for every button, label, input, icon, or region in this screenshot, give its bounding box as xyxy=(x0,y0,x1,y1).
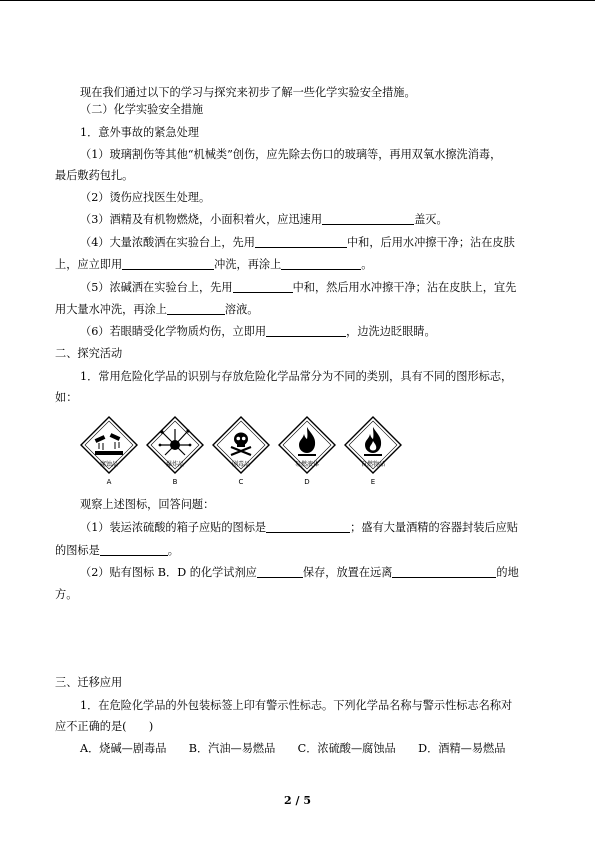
emergency-title: 1．意外事故的紧急处理 xyxy=(80,126,199,139)
item3: （3）酒精及有机物燃烧，小面积着火，应迅速用 盖灭。 xyxy=(80,213,448,226)
blank-4b[interactable] xyxy=(122,258,214,270)
question2-line1: （2）贴有图标 B．D 的化学试剂应 保存，放置在远离 的地 xyxy=(80,566,519,579)
activity1-line2: 如： xyxy=(55,391,78,404)
item4-line2: 上，应立即用 冲洗，再涂上 。 xyxy=(55,258,373,271)
hazard-sign-d: 易燃液体 D xyxy=(274,415,340,489)
item5-line2: 用大量水冲洗，再涂上 溶液。 xyxy=(55,303,259,316)
item5-line1: （5）浓碱洒在实验台上，先用 中和，然后用水冲擦干净；沾在皮肤上，宜先 xyxy=(80,281,517,294)
hazard-sign-b: 爆炸品 B xyxy=(142,415,208,489)
blank-5a[interactable] xyxy=(233,281,293,293)
intro-text: 现在我们通过以下的学习与探究来初步了解一些化学实验安全措施。 xyxy=(80,86,416,99)
hazard-sign-a: 腐蚀品 A xyxy=(76,415,142,489)
observe-text: 观察上述图标，回答问题： xyxy=(80,498,215,511)
hazard-sign-c: 剧毒品 C xyxy=(208,415,274,489)
item4-line1: （4）大量浓酸洒在实验台上，先用 中和，后用水冲擦干净；沾在皮肤 xyxy=(80,236,515,249)
item2: （2）烫伤应找医生处理。 xyxy=(80,191,211,204)
hazard-signs xyxy=(76,415,396,493)
blank-q1a[interactable] xyxy=(266,521,350,533)
blank-5b[interactable] xyxy=(167,303,225,315)
blank-4a[interactable] xyxy=(255,236,347,248)
apply-line1: 1．在危险化学品的外包装标签上印有警示性标志。下列化学品名称与警示性标志名称对 xyxy=(80,699,513,712)
item6: （6）若眼睛受化学物质灼伤，立即用 ，边洗边眨眼睛。 xyxy=(80,325,436,338)
apply-line2: 应不正确的是( ) xyxy=(55,720,154,733)
blank-q1b[interactable] xyxy=(100,544,168,556)
activity1-line1: 1．常用危险化学品的识别与存放危险化学品常分为不同的类别，具有不同的图形标志， xyxy=(80,370,513,383)
blank-3[interactable] xyxy=(322,213,414,225)
section2-title: 二、探究活动 xyxy=(55,347,123,360)
blank-6[interactable] xyxy=(266,325,346,337)
item1-line1: （1）玻璃割伤等其他“机械类”创伤，应先除去伤口的玻璃等，再用双氧水擦洗消毒， xyxy=(80,148,502,161)
item1-line2: 最后敷药包扎。 xyxy=(55,169,134,182)
section3-title: 三、迁移应用 xyxy=(55,676,123,689)
blank-q2b[interactable] xyxy=(392,566,496,578)
blank-q2a[interactable] xyxy=(257,566,303,578)
section-safety-title: （二）化学实验安全措施 xyxy=(80,103,204,116)
question1-line2: 的图标是 。 xyxy=(55,544,179,557)
question2-line2: 方。 xyxy=(55,588,78,601)
blank-4c[interactable] xyxy=(281,258,361,270)
hazard-sign-e: 自燃物品 E xyxy=(340,415,406,489)
question1-line1: （1）装运浓硫酸的箱子应贴的图标是 ；盛有大量酒精的容器封装后应贴 xyxy=(80,521,518,534)
page-top-rule xyxy=(0,0,595,1)
page-number: 2 / 5 xyxy=(284,794,311,807)
answer-options: A．烧碱—剧毒品 B．汽油—易燃品 C．浓硫酸—腐蚀品 D．酒精—易燃品 xyxy=(80,742,506,755)
